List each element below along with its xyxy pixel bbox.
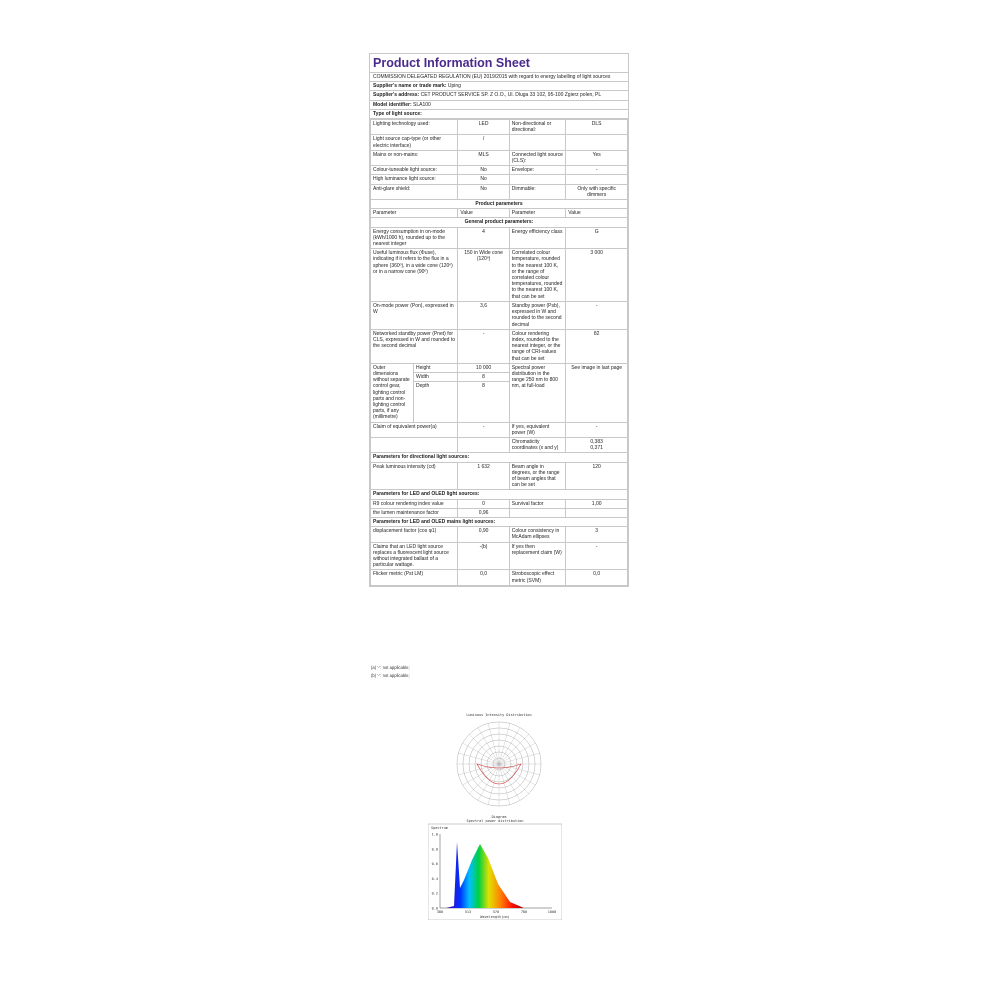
type-value: No [458,184,509,199]
col-header-parameter-2: Parameter [509,209,566,218]
general-heading: General product parameters: [371,218,628,227]
type-param: High luminance light source: [371,175,458,184]
mains-heading-row [371,517,628,526]
dimensions-values [458,363,509,422]
polar-spoke [458,753,499,764]
supplier-address-row [370,91,628,100]
type-row [371,166,628,175]
type-value-2 [566,135,628,150]
mains-row [371,542,628,570]
dim-height-value: 10 000 [458,364,508,373]
mains-param-2: If yes then replacement claim (W) [509,542,566,570]
spectrum-xtick: 1000 [547,910,557,914]
mains-param-2: Colour consistency in McAdam ellipses [509,527,566,542]
model-value: SLA100 [413,101,431,108]
footnotes [371,664,410,680]
dim-width-value: 8 [458,373,508,382]
spectrum-title: Spectral power distribution [466,819,524,823]
general-row [371,329,628,363]
page-title: Product Information Sheet [370,54,628,73]
general-param-2: Colour rendering index, rounded to the nearest integer, or the range of CRI-values that can be set [509,329,566,363]
mains-param: displacement factor (cos φ1) [371,527,458,542]
directional-rows [371,462,628,490]
dim-depth-value: 8 [482,383,485,390]
directional-row [371,462,628,490]
spectral-distribution-chart [428,818,562,920]
general-heading-row [371,218,628,227]
type-param-2: Dimmable: [509,184,566,199]
type-row [371,135,628,150]
type-value-2 [566,175,628,184]
type-value: LED [458,120,509,135]
equiv-param [371,437,458,452]
equiv-value-2: - [566,422,628,437]
col-header-value: Value [458,209,509,218]
general-param-2: Correlated colour temperature, rounded to the nearest 100 K, or the range of correlated colour temperatures, rounded to the nearest 100 K, that can be set [509,249,566,302]
directional-param: Peak luminous intensity (cd) [371,462,458,490]
type-value: No [458,175,509,184]
col-header-parameter: Parameter [371,209,458,218]
spectrum-ytick: 1.0 [431,832,438,837]
equiv-param-2: If yes, equivalent power (W) [509,422,566,437]
product-params-heading-row [371,200,628,209]
polar-spoke [499,723,510,764]
polar-spoke [488,723,499,764]
dimensions-row [371,363,628,422]
product-information-sheet [369,53,629,587]
spectrum-ytick: 0.4 [431,876,438,881]
type-row [371,120,628,135]
footnote-a: (a) '-': not applicable; [371,665,410,670]
supplier-name-label: Supplier's name or trade mark: [373,83,447,90]
general-value: 3,6 [458,301,509,329]
model-row [370,101,628,110]
general-param: Networked standby power (Pnet) for CLS, expressed in W and rounded to the second decimal [371,329,458,363]
equiv-value [458,437,509,452]
general-value: 150 in Wide cone (120º) [458,249,509,302]
polar-spoke [469,734,499,764]
equiv-row [371,437,628,452]
regulation-text: COMMISSION DELEGATED REGULATION (EU) 2019/2015 with regard to energy labelling of light sources [370,73,628,82]
spd-parameter: Spectral power distribution in the range 250 nm to 800 nm, at full-load [509,363,566,422]
polar-spoke [499,753,540,764]
dim-height-label: Height [414,364,457,373]
led-row [371,508,628,517]
general-value-2: - [566,301,628,329]
mains-value: -(b) [458,542,509,570]
type-value-2: DLS [566,120,628,135]
spectrum-xtick: 513 [464,910,472,914]
supplier-address-label: Supplier's address: [373,92,420,99]
type-heading-text: Type of light source: [373,110,422,117]
type-heading [370,110,628,119]
general-value-2: G [566,227,628,249]
spectrum-xtick: 570 [492,910,500,914]
polar-spoke [499,764,510,805]
equiv-param-2: Chromaticity coordinates (x and y) [509,437,566,452]
general-row [371,301,628,329]
model-label: Model identifier: [373,101,412,108]
general-value: - [458,329,509,363]
spectrum-xtick: 380 [436,910,444,914]
type-value-2: Only with specific dimmers [566,184,628,199]
mains-heading: Parameters for LED and OLED mains light sources: [371,517,628,526]
type-value-2: Yes [566,150,628,165]
general-param: On-mode power (Pon), expressed in W [371,301,458,329]
spectrum-ytick: 0.8 [431,847,438,852]
directional-param-2: Beam angle in degrees, or the range of beam angles that can be set [509,462,566,490]
column-header-row [371,209,628,218]
equiv-rows [371,422,628,453]
dimensions-label: Outer dimensions without separate control gear, lighting control parts and non-lighting control parts, if any (millimetre) [371,364,414,422]
led-row [371,499,628,508]
type-param-2: Envelope: [509,166,566,175]
mains-param: Flicker metric (Pst LM) [371,570,458,585]
polar-caption: Diagram [491,815,507,819]
type-param-2 [509,175,566,184]
polar-title: Luminous Intensity Distribution [466,713,532,717]
type-param-2 [509,135,566,150]
led-value: 0,96 [458,508,509,517]
equiv-value-2: 0,383 0,371 [566,437,628,452]
led-param: R9 colour rendering index value [371,499,458,508]
general-rows [371,227,628,363]
mains-value-2: 3 [566,527,628,542]
general-row [371,249,628,302]
type-param: Anti-glare shield: [371,184,458,199]
mains-row [371,527,628,542]
led-param-2 [509,508,566,517]
spectrum-xlabel: Wavelength(nm) [480,915,510,919]
spectrum-xtick: 780 [520,910,528,914]
spectrum-ytick: 0.2 [431,891,438,896]
dimensions-names [414,364,458,422]
supplier-name-row [370,82,628,91]
spectrum-ylabel: Spectrum [431,826,448,830]
spectrum-ytick: 0.0 [431,906,438,911]
type-rows [371,120,628,200]
general-value: 4 [458,227,509,249]
type-row [371,150,628,165]
equiv-param: Claim of equivalent power(a) [371,422,458,437]
mains-value: 0,90 [458,527,509,542]
polar-spoke [499,734,529,764]
type-value: No [458,166,509,175]
general-param-2: Energy efficiency class [509,227,566,249]
luminous-intensity-diagram [440,712,558,820]
polar-spoke [458,764,499,775]
polar-grid [457,722,541,806]
type-value: MLS [458,150,509,165]
led-param-2: Survival factor [509,499,566,508]
mains-param-2: Stroboscopic effect metric (SVM) [509,570,566,585]
footnote-b: (b) '-': not applicable; [371,673,410,678]
type-param: Mains or non-mains: [371,150,458,165]
col-header-value-2: Value [566,209,628,218]
type-param-2: Non-directional or directional: [509,120,566,135]
led-heading: Parameters for LED and OLED light sources: [371,490,628,499]
led-value-2: 1,00 [566,499,628,508]
general-value-2: 82 [566,329,628,363]
type-row [371,184,628,199]
spectrum-ytick: 0.6 [431,862,438,867]
type-value-2: - [566,166,628,175]
polar-spoke [469,764,499,794]
parameter-table [370,119,628,586]
mains-value: 0,0 [458,570,509,585]
type-row [371,175,628,184]
equiv-row [371,422,628,437]
led-param: the lumen maintenance factor [371,508,458,517]
directional-value-2: 120 [566,462,628,490]
mains-row [371,570,628,585]
led-heading-row [371,490,628,499]
general-param-2: Standby power (Psb), expressed in W and rounded to the second decimal [509,301,566,329]
general-param: Energy consumption in on-mode (kWh/1000 h), rounded up to the nearest integer [371,227,458,249]
type-param: Colour-tuneable light source: [371,166,458,175]
product-params-heading: Product parameters [371,200,628,209]
led-value: 0 [458,499,509,508]
general-value-2: 3 000 [566,249,628,302]
equiv-value: - [458,422,509,437]
type-value: / [458,135,509,150]
spd-value: See image in last page [566,363,628,422]
type-param-2: Connected light source (CLS): [509,150,566,165]
directional-heading-row [371,453,628,462]
polar-spoke [499,764,540,775]
directional-heading: Parameters for directional light sources: [371,453,628,462]
supplier-address-value: CET PRODUCT SERVICE SP. Z O.O., Ul. Dluga 33 102, 95-100 Zgierz polen, PL [420,92,602,99]
directional-value: 1 632 [458,462,509,490]
led-value-2 [566,508,628,517]
mains-param: Claims that an LED light source replaces a fluorescent light source without integrated ballast of a particular wattage. [371,542,458,570]
dimensions-cell [371,363,458,422]
dimensions-subtable [371,364,457,422]
mains-rows [371,527,628,586]
supplier-name-value: Uping [447,83,461,90]
mains-value-2: 0,0 [566,570,628,585]
polar-spoke [488,764,499,805]
general-row [371,227,628,249]
led-rows [371,499,628,517]
general-param: Useful luminous flux (Φuse), indicating if it refers to the flux in a sphere (360º), in a wide cone (120º) or in a narrow cone (90º) [371,249,458,302]
dim-width-label: Width [414,373,457,382]
type-param: Light source cap-type (or other electric interface) [371,135,458,150]
type-param: Lighting technology used: [371,120,458,135]
dim-depth-label: Depth [416,383,430,390]
mains-value-2: - [566,542,628,570]
polar-spoke [499,764,529,794]
